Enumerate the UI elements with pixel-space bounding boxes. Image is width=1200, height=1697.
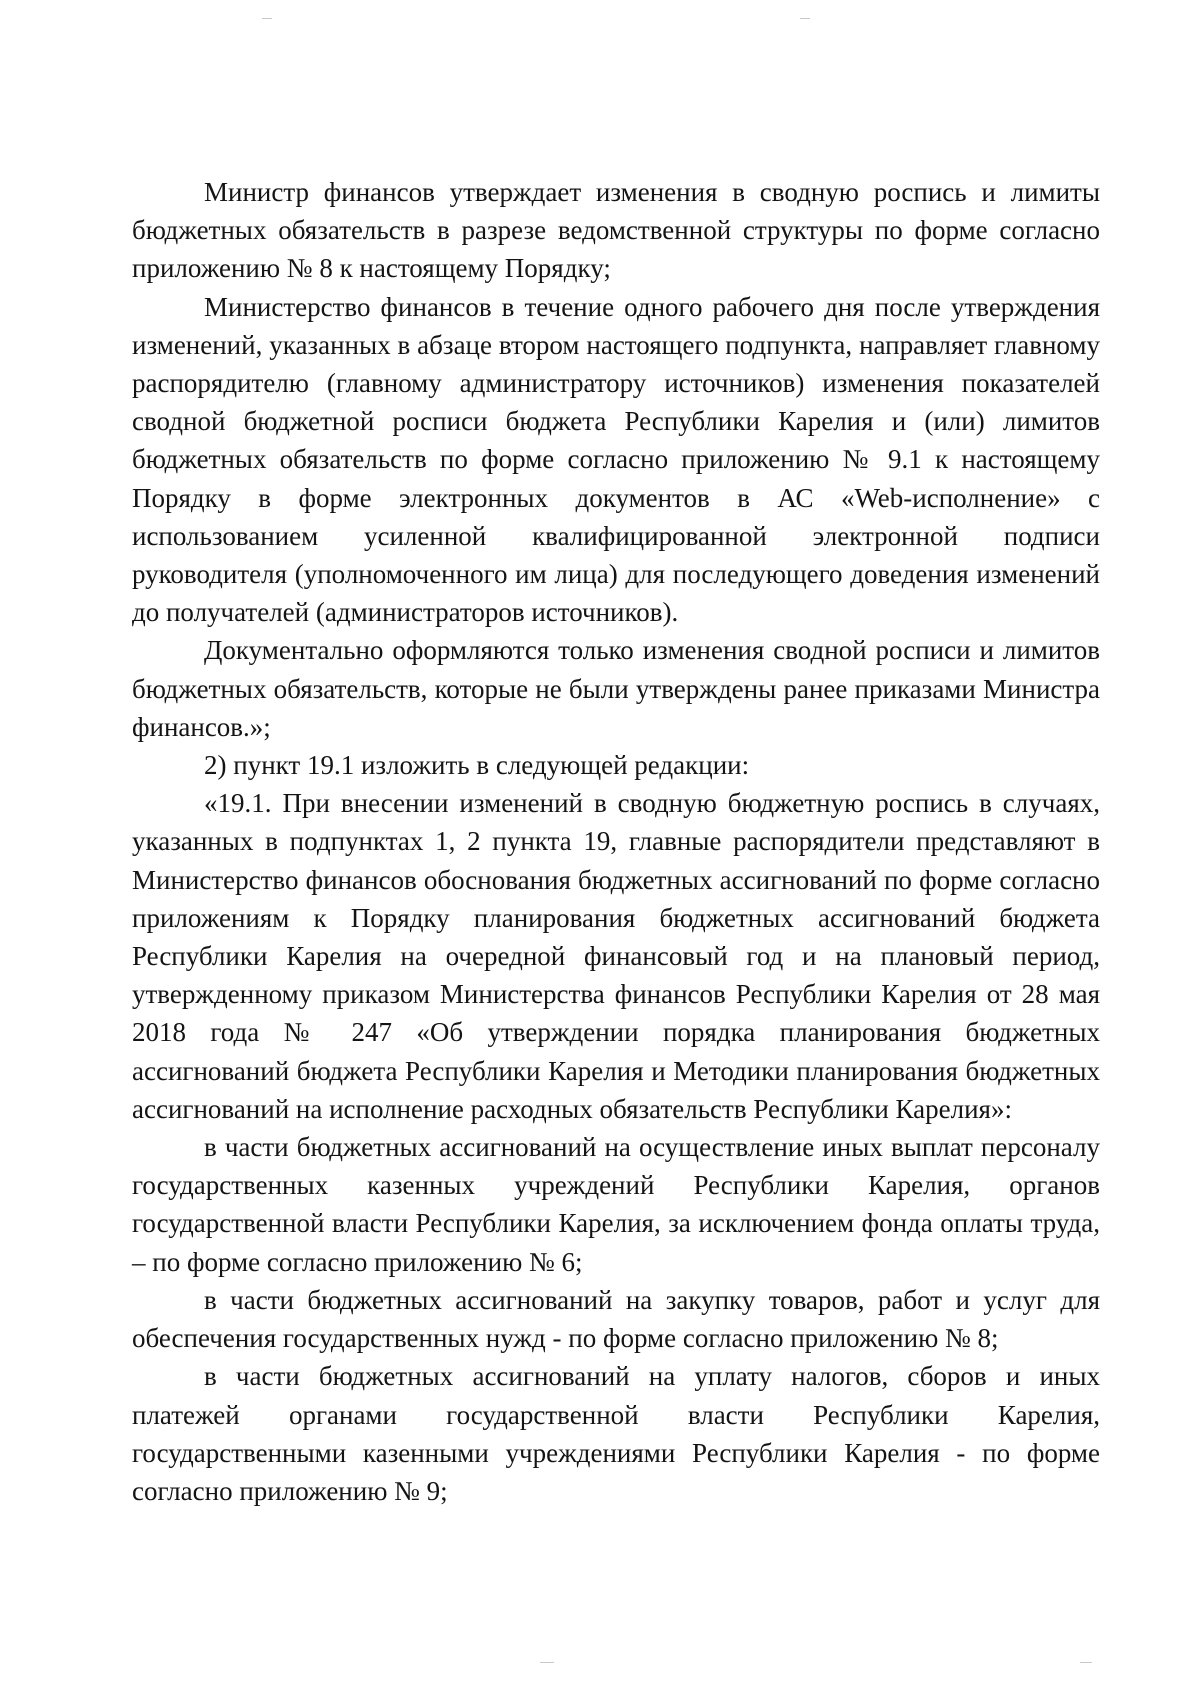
paragraph-minister-approves: Министр финансов утверждает изменения в сводную роспись и лимиты бюджетных обязательств в разрезе ведомственной структуры по форме согласно приложению № 8 к настоящему Порядку; xyxy=(132,177,1100,284)
scan-artifact xyxy=(800,18,810,19)
paragraph-item-19-1: «19.1. При внесении изменений в сводную бюджетную роспись в случаях, указанных в подпунктах 1, 2 пункта 19, главные распорядители представляют в Министерство финансов обоснования бюджетных ассигнований по форме согласно приложениям к Порядку планирования бюджетных ассигнований бюджета Республики Карелия на очередной финансовый год и на плановый период, утвержденному приказом Министерства финансов Республики Карелия от 28 мая 2018 года № 247 «Об утверждении порядка планирования бюджетных ассигнований бюджета Республики Карелия и Методики планирования бюджетных ассигнований на исполнение расходных обязательств Республики Карелия»: xyxy=(132,788,1100,1124)
paragraph-other-payments: в части бюджетных ассигнований на осуществление иных выплат персоналу государственных казенных учреждений Республики Карелия, органов государственной власти Республики Карелия, за исключением фонда оплаты труда, – по форме согласно приложению № 6; xyxy=(132,1132,1100,1277)
scan-artifact xyxy=(1080,1662,1092,1663)
paragraph-taxes-fees: в части бюджетных ассигнований на уплату налогов, сборов и иных платежей органами государственной власти Республики Карелия, государственными казенными учреждениями Республики Карелия - по форме согласно приложению № 9; xyxy=(132,1361,1100,1506)
paragraph-procurement: в части бюджетных ассигнований на закупку товаров, работ и услуг для обеспечения государственных нужд - по форме согласно приложению № 8; xyxy=(132,1284,1100,1354)
paragraph-documented-changes: Документально оформляются только изменения сводной росписи и лимитов бюджетных обязательств, которые не были утверждены ранее приказами Министра финансов.»; xyxy=(132,635,1100,742)
paragraph-ministry-sends-changes: Министерство финансов в течение одного рабочего дня после утверждения изменений, указанных в абзаце втором настоящего подпункта, направляет главному распорядителю (главному администратору источников) изменения показателей сводной бюджетной росписи бюджета Республики Карелия и (или) лимитов бюджетных обязательств по форме согласно приложению № 9.1 к настоящему Порядку в форме электронных документов в АС «Web-исполнение» с использованием усиленной квалифицированной электронной подписи руководителя (уполномоченного им лица) для последующего доведения изменений до получателей (администраторов источников). xyxy=(132,291,1100,628)
paragraph-item-19-1-intro: 2) пункт 19.1 изложить в следующей редакции: xyxy=(204,750,750,781)
scan-artifact xyxy=(540,1662,554,1663)
scan-artifact xyxy=(262,18,272,19)
document-body xyxy=(132,173,1100,1510)
